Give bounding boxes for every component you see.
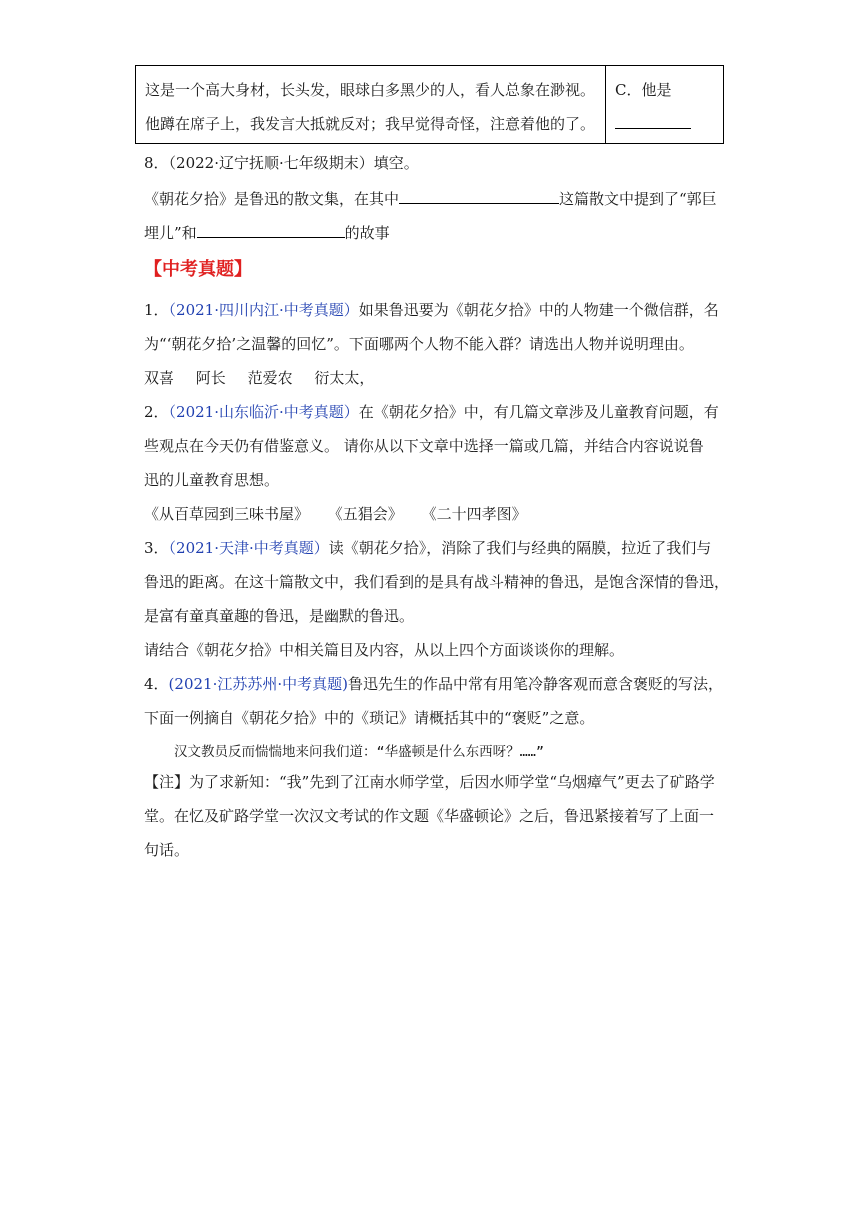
answer-label-c: C．他是 <box>615 81 672 99</box>
question-source[interactable]: （2021·山东临沂·中考真题） <box>168 403 359 421</box>
text-segment: 埋儿”和 <box>144 224 197 242</box>
question-table <box>135 65 724 144</box>
question-source: （2022·辽宁抚顺·七年级期末） <box>168 154 374 172</box>
option-item: 阿长 <box>195 369 226 387</box>
question-number: 8． <box>144 154 169 172</box>
option-item: 衍太太， <box>314 369 375 387</box>
fill-blank-1[interactable] <box>399 187 559 204</box>
question-number: 4． <box>144 675 169 693</box>
question-3-line-4: 请结合《朝花夕拾》中相关篇目及内容，从以上四个方面谈谈你的理解。 <box>144 641 625 659</box>
text-segment: 如果鲁迅要为《朝花夕拾》中的人物建一个微信群，名 <box>358 301 719 319</box>
question-8-line-1 <box>144 187 717 209</box>
question-3-line-3: 是富有童真童趣的鲁迅，是幽默的鲁迅。 <box>144 607 415 625</box>
question-1-line-2: 为“‘朝花夕拾’之温馨的回忆”。下面哪两个人物不能入群？请选出人物并说明理由。 <box>144 335 694 353</box>
table-text-line-1: 这是一个高大身材，长头发，眼球白多黑少的人，看人总象在渺视。 <box>145 81 596 99</box>
question-1-line-1 <box>144 300 719 320</box>
question-2-line-3: 迅的儿童教育思想。 <box>144 471 280 489</box>
question-2-line-1 <box>144 402 719 422</box>
question-4-line-1 <box>144 674 723 694</box>
text-segment: 在《朝花夕拾》中，有几篇文章涉及儿童教育问题，有 <box>358 403 719 421</box>
question-number: 1． <box>144 301 169 319</box>
question-3-line-1 <box>144 538 711 558</box>
question-source[interactable]: (2021·江苏苏州·中考真题) <box>168 675 348 693</box>
option-item: 范爱农 <box>247 369 293 387</box>
question-source[interactable]: （2021·天津·中考真题） <box>168 539 329 557</box>
quoted-excerpt: 汉文教员反而惴惴地来问我们道：“华盛顿是什么东西呀？……” <box>174 744 545 760</box>
option-item: 双喜 <box>144 369 175 387</box>
question-prompt: 填空。 <box>373 154 419 172</box>
question-number: 2． <box>144 403 169 421</box>
text-segment: 为了求新知：“我”先到了江南水师学堂，后因水师学堂“乌烟瘴气”更去了矿路学 <box>189 773 715 791</box>
table-text-cell <box>136 66 606 143</box>
question-number: 3． <box>144 539 169 557</box>
text-segment: 读《朝花夕拾》，消除了我们与经典的隔膜，拉近了我们与 <box>328 539 712 557</box>
work-title: 《从百草园到三味书屋》 <box>144 505 310 523</box>
question-source[interactable]: （2021·四川内江·中考真题） <box>168 301 359 319</box>
question-4-line-2: 下面一例摘自《朝花夕拾》中的《琐记》请概括其中的“褒贬”之意。 <box>144 709 595 727</box>
note-line-2: 堂。在忆及矿路学堂一次汉文考试的作文题《华盛顿论》之后，鲁迅紧接着写了上面一 <box>144 807 715 825</box>
work-title: 《二十四孝图》 <box>421 505 527 523</box>
answer-blank-line[interactable] <box>615 112 691 134</box>
question-2-line-2: 些观点在今天仍有借鉴意义。 请你从以下文章中选择一篇或几篇，并结合内容说说鲁 <box>144 437 704 455</box>
question-8-line-2 <box>144 221 390 243</box>
section-heading: 【中考真题】 <box>144 259 252 280</box>
table-answer-cell <box>606 66 723 143</box>
question-3-line-2: 鲁迅的距离。在这十篇散文中，我们看到的是具有战斗精神的鲁迅，是饱含深情的鲁迅， <box>144 573 730 591</box>
fill-blank-2[interactable] <box>197 221 345 238</box>
note-line-3: 句话。 <box>144 841 190 859</box>
question-2-works <box>144 504 527 524</box>
text-segment: 《朝花夕拾》是鲁迅的散文集，在其中 <box>144 190 400 208</box>
text-segment: 鲁迅先生的作品中常有用笔冷静客观而意含褒贬的写法， <box>347 675 723 693</box>
note-label: 【注】 <box>144 773 190 791</box>
question-8-header <box>144 153 419 173</box>
question-1-options <box>144 368 374 388</box>
text-segment: 这篇散文中提到了“郭巨 <box>559 190 717 208</box>
text-segment: 的故事 <box>344 224 390 242</box>
work-title: 《五猖会》 <box>327 505 403 523</box>
note-line-1 <box>144 772 715 792</box>
table-text-line-2: 他蹲在席子上，我发言大抵就反对；我早觉得奇怪，注意着他的了。 <box>145 115 596 133</box>
